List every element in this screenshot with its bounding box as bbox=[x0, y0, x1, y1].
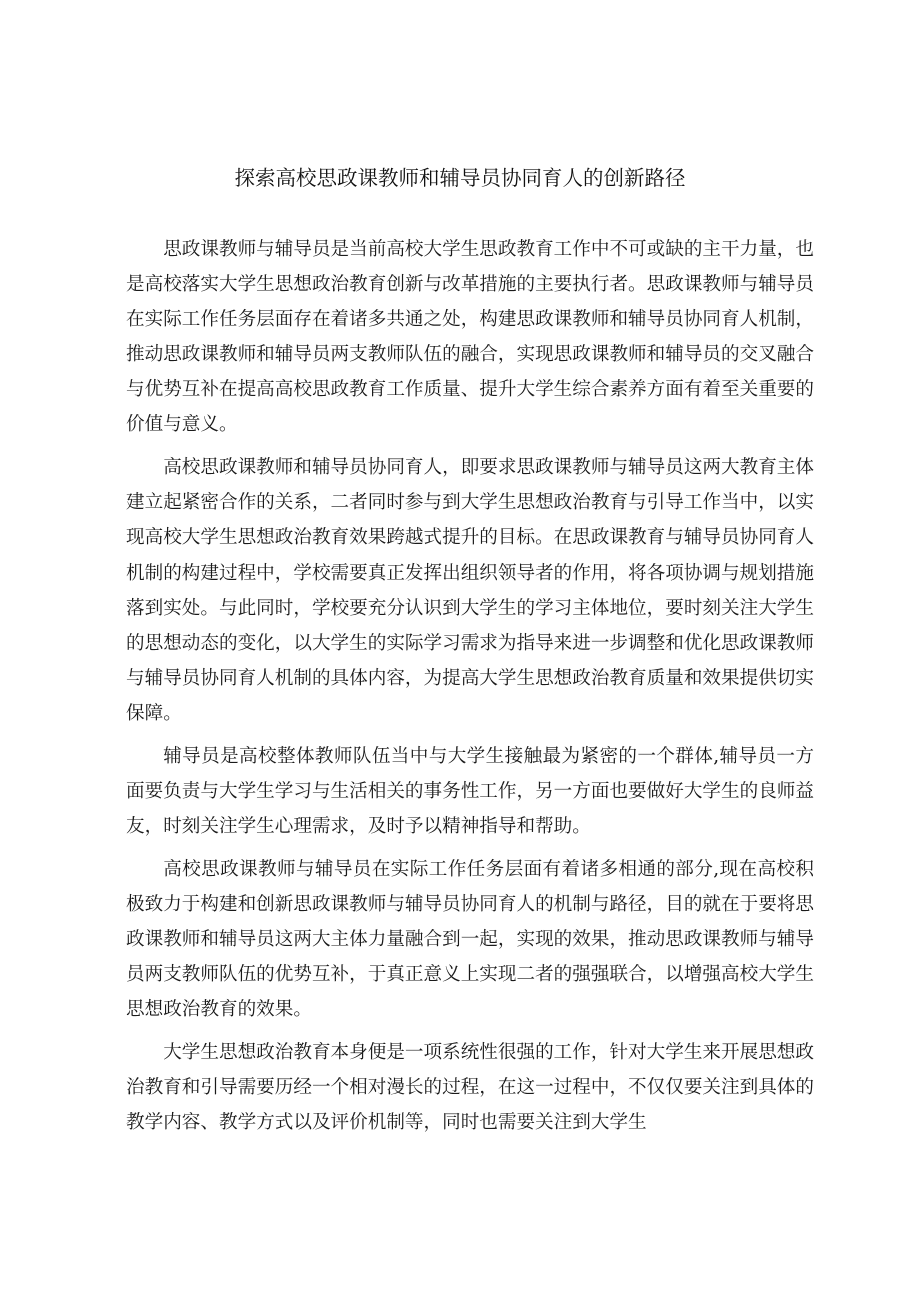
paragraph-1: 思政课教师与辅导员是当前高校大学生思政教育工作中不可或缺的主干力量，也是高校落实大学生思想政治教育创新与改革措施的主要执行者。思政课教师与辅导员在实际工作任务层面存在着诸多共通之处，构建思政课教师和辅导员协同育人机制，推动思政课教师和辅导员两支教师队伍的融合，实现思政课教师和辅导员的交叉融合与优势互补在提高高校思政教育工作质量、提升大学生综合素养方面有着至关重要的价值与意义。 bbox=[126, 239, 814, 436]
paragraph-4: 高校思政课教师与辅导员在实际工作任务层面有着诸多相通的部分,现在高校积极致力于构建和创新思政课教师与辅导员协同育人的机制与路径，目的就在于要将思政课教师和辅导员这两大主体力量融合到一起，实现的效果，推动思政课教师与辅导员两支教师队伍的优势互补，于真正意义上实现二者的强强联合，以增强高校大学生思想政治教育的效果。 bbox=[126, 858, 814, 1021]
paragraph-2: 高校思政课教师和辅导员协同育人，即要求思政课教师与辅导员这两大教育主体建立起紧密合作的关系，二者同时参与到大学生思想政治教育与引导工作当中，以实现高校大学生思想政治教育效果跨越式提升的目标。在思政课教育与辅导员协同育人机制的构建过程中，学校需要真正发挥出组织领导者的作用，将各项协调与规划措施落到实处。与此同时，学校要充分认识到大学生的学习主体地位，要时刻关注大学生的思想动态的变化，以大学生的实际学习需求为指导来进一步调整和优化思政课教师与辅导员协同育人机制的具体内容，为提高大学生思想政治教育质量和效果提供切实保障。 bbox=[126, 457, 814, 724]
paragraph-5: 大学生思想政治教育本身便是一项系统性很强的工作，针对大学生来开展思想政治教育和引导需要历经一个相对漫长的过程，在这一过程中，不仅仅要关注到具体的教学内容、教学方式以及评价机制等，同时也需要关注到大学生 bbox=[126, 1041, 814, 1133]
document-body bbox=[126, 232, 814, 1148]
document-title: 探索高校思政课教师和辅导员协同育人的创新路径 bbox=[234, 166, 686, 190]
paragraph-3: 辅导员是高校整体教师队伍当中与大学生接触最为紧密的一个群体,辅导员一方面要负责与大学生学习与生活相关的事务性工作，另一方面也要做好大学生的良师益友，时刻关注学生心理需求，及时予以精神指导和帮助。 bbox=[126, 745, 814, 837]
